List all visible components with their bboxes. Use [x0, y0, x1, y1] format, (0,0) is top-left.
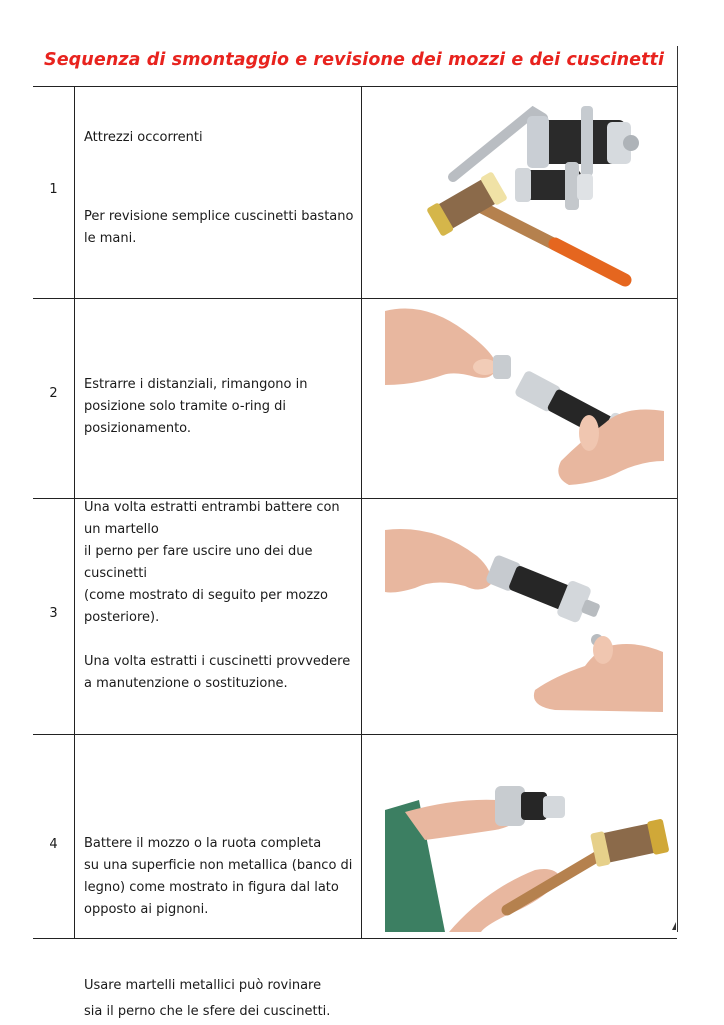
step-number: 4: [49, 837, 58, 852]
step-number: 3: [49, 606, 58, 621]
hands-illustration: [385, 301, 664, 491]
step-text-block: [84, 497, 356, 695]
tools-illustration: [385, 92, 670, 292]
table-rule: [33, 734, 677, 735]
step-text-block: [84, 833, 356, 921]
spacers-photo: [385, 301, 664, 491]
step-line: il perno per fare uscire uno dei due cuscinetti: [84, 544, 313, 581]
corner-mark: [672, 922, 676, 930]
page-right-rule: [677, 46, 678, 932]
step-line: [84, 629, 356, 651]
step-line: su una superficie non metallica (banco di legno) come mostrato in figura dal lato opposto ai pignoni.: [84, 858, 353, 917]
footer-note: [84, 973, 330, 1025]
hammering-illustration: [385, 740, 675, 932]
page-title: Sequenza di smontaggio e revisione dei mozzi e dei cuscinetti: [44, 50, 665, 70]
step-line: Battere il mozzo o la ruota completa: [84, 836, 322, 851]
step-heading: Attrezzi occorrenti: [84, 130, 203, 145]
step-text: Estrarre i distanziali, rimangono in posizione solo tramite o-ring di posizionamento.: [84, 377, 308, 436]
bearing-photo: [385, 522, 663, 714]
table-rule: [361, 86, 362, 938]
footer-line: sia il perno che le sfere dei cuscinetti.: [84, 1004, 331, 1019]
step-line: Una volta estratti i cuscinetti provvedere a manutenzione o sostituzione.: [84, 654, 351, 691]
step-text: Per revisione semplice cuscinetti bastano le mani.: [84, 209, 354, 246]
step-number: 2: [49, 386, 58, 401]
table-rule: [33, 938, 677, 939]
step-line: (come mostrato di seguito per mozzo posteriore).: [84, 588, 328, 625]
table-rule: [33, 86, 677, 87]
tools-photo: [385, 92, 670, 292]
table-rule: [33, 298, 677, 299]
step-line: Una volta estratti entrambi battere con un martello: [84, 500, 340, 537]
hands-illustration: [385, 522, 663, 714]
hammering-photo: [385, 740, 675, 932]
table-rule: [74, 86, 75, 938]
step-number: 1: [49, 182, 58, 197]
footer-line: Usare martelli metallici può rovinare: [84, 978, 322, 993]
